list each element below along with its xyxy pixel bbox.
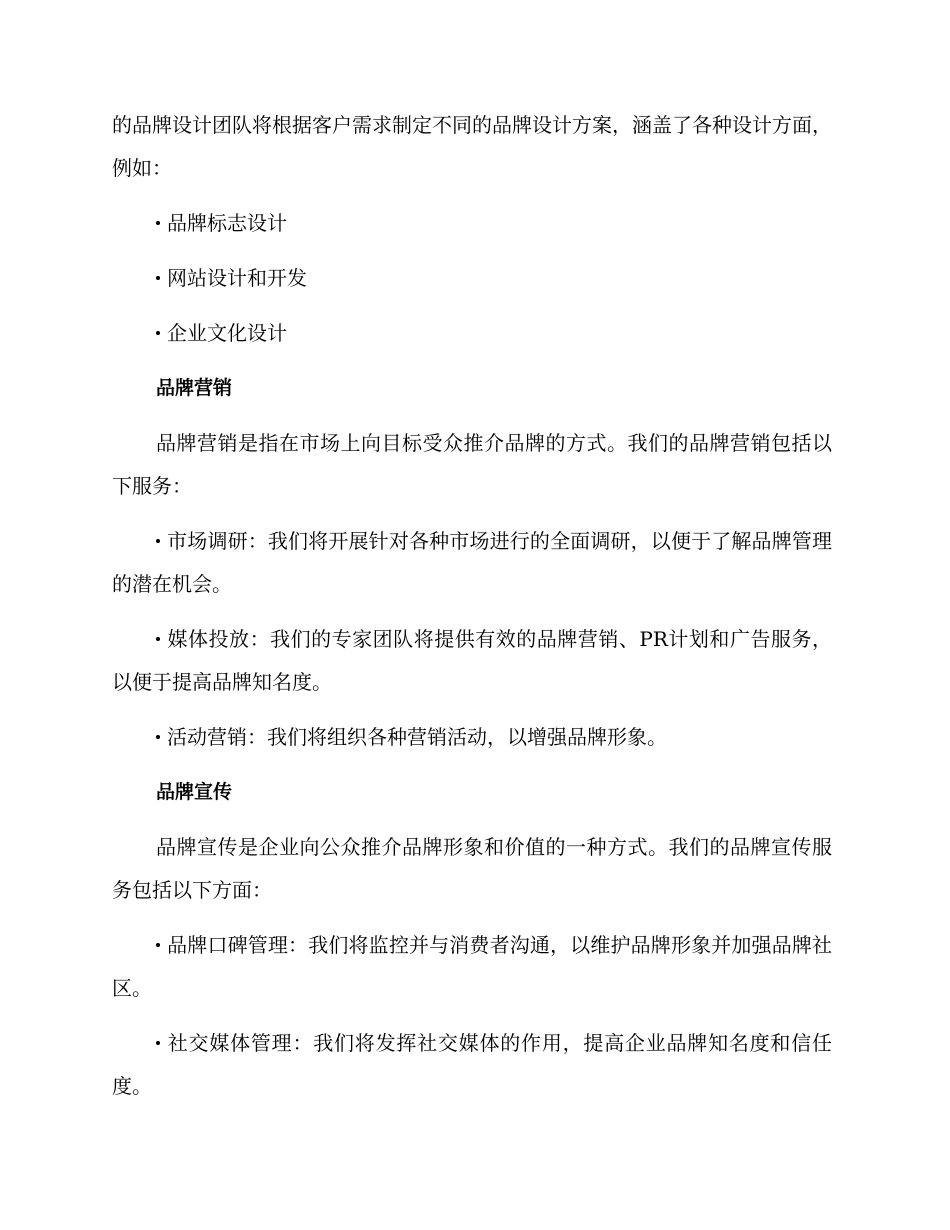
bullet-icon [156,221,160,225]
bullet-icon [156,276,160,280]
bullet-icon [156,637,160,641]
list-item-reputation-management [112,924,832,1010]
bullet-icon [156,735,160,739]
list-item-media-placement [112,618,832,704]
intro-paragraph: 的品牌设计团队将根据客户需求制定不同的品牌设计方案，涵盖了各种设计方面，例如： [112,113,832,180]
list-item-design-website [112,257,832,300]
list-item-event-marketing [112,716,832,759]
list-item-market-research [112,520,832,606]
list-item-text: 社交媒体管理：我们将发挥社交媒体的作用，提高企业品牌知名度和信任度。 [112,1031,832,1098]
list-item-text: 市场调研：我们将开展针对各种市场进行的全面调研，以便于了解品牌管理的潜在机会。 [112,529,832,596]
promotion-intro-paragraph: 品牌宣传是企业向公众推介品牌形象和价值的一种方式。我们的品牌宣传服务包括以下方面： [112,835,832,902]
list-item-text: 品牌口碑管理：我们将监控并与消费者沟通，以维护品牌形象并加强品牌社区。 [112,933,832,1000]
list-item-social-media [112,1022,832,1108]
document-page [112,104,832,1120]
bullet-icon [156,539,160,543]
list-item-text: 媒体投放：我们的专家团队将提供有效的品牌营销、PR计划和广告服务，以便于提高品牌知名度。 [112,627,832,694]
section-heading-promotion: 品牌宣传 [156,781,233,803]
bullet-icon [156,1041,160,1045]
list-item-design-logo [112,202,832,245]
list-item-text: 企业文化设计 [167,321,287,345]
list-item-text: 品牌标志设计 [167,211,287,235]
list-item-design-culture [112,312,832,355]
bullet-icon [156,331,160,335]
list-item-text: 网站设计和开发 [167,266,307,290]
bullet-icon [156,943,160,947]
section-heading-marketing: 品牌营销 [156,377,233,399]
list-item-text: 活动营销：我们将组织各种营销活动，以增强品牌形象。 [167,725,667,749]
marketing-intro-paragraph: 品牌营销是指在市场上向目标受众推介品牌的方式。我们的品牌营销包括以下服务： [112,431,832,498]
